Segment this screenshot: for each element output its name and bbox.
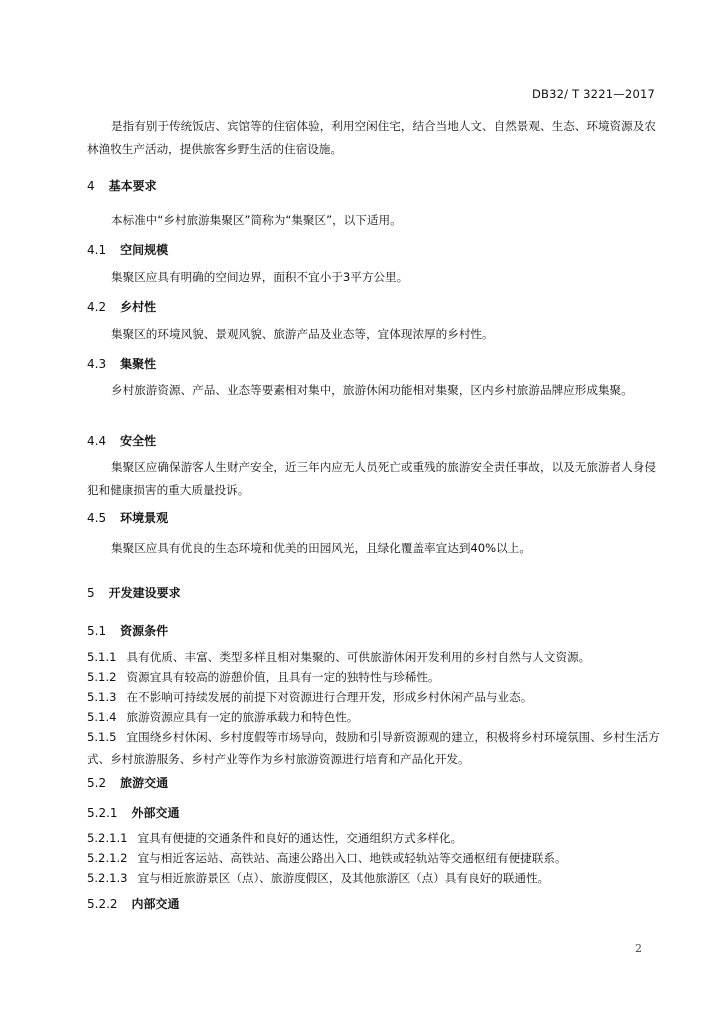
section-title: 开发建设要求 — [108, 586, 181, 600]
subsection-title: 安全性 — [120, 434, 157, 448]
intro-paragraph: 是指有别于传统饭店、宾馆等的住宿体验，利用空闲住宅，结合当地人文、自然景观、生态、环境资源及农林渔牧生产活动，提供旅客乡野生活的住宿设施。 — [87, 119, 656, 156]
clause-5-2-1-1 — [87, 827, 662, 849]
clause-text: 宜具有便捷的交通条件和良好的通达性，交通组织方式多样化。 — [137, 831, 463, 845]
section-number: 4 — [87, 179, 95, 193]
subsection-number: 5.2 — [87, 776, 107, 790]
clause-number: 5.2.1.2 — [87, 851, 128, 865]
section-title: 基本要求 — [108, 179, 157, 193]
clause-text: 在不影响可持续发展的前提下对资源进行合理开发，形成乡村休闲产品与业态。 — [126, 690, 533, 704]
subsection-title: 内部交通 — [131, 897, 180, 911]
subsection-number: 5.2.1 — [87, 806, 118, 820]
clause-5-1-2 — [87, 666, 662, 688]
standard-code: DB32/ T 3221—2017 — [531, 87, 655, 101]
clause-5-2-1-3 — [87, 867, 662, 889]
clause-text: 资源宜具有较高的游憩价值，且具有一定的独特性与珍稀性。 — [126, 670, 440, 684]
subsection-4-4-heading — [87, 432, 156, 449]
subsection-title: 乡村性 — [120, 300, 157, 314]
subsection-number: 5.2.2 — [87, 897, 118, 911]
subsection-4-1-text: 集聚区应具有明确的空间边界，面积不宜小于3平方公里。 — [111, 270, 409, 284]
subsection-4-5-text: 集聚区应具有优良的生态环境和优美的田园风光，且绿化覆盖率宜达到40%以上。 — [111, 541, 531, 555]
clause-5-1-1 — [87, 646, 662, 668]
subsection-5-1-heading — [87, 622, 168, 639]
clause-number: 5.1.3 — [87, 690, 117, 704]
subsection-number: 4.5 — [87, 511, 107, 525]
section-number: 5 — [87, 586, 95, 600]
clause-number: 5.1.4 — [87, 710, 117, 724]
clause-number: 5.2.1.1 — [87, 831, 128, 845]
subsection-number: 4.4 — [87, 434, 107, 448]
clause-text: 宜围绕乡村休闲、乡村度假等市场导向，鼓励和引导新资源观的建立，积极将乡村环境氛围、乡村生活方式、乡村旅游服务、乡村产业等作为乡村旅游资源进行培育和产品化开发。 — [87, 730, 660, 766]
subsection-number: 4.3 — [87, 357, 107, 371]
clause-number: 5.2.1.3 — [87, 871, 128, 885]
subsection-5-2-2-heading — [87, 895, 180, 912]
subsection-number: 4.2 — [87, 300, 107, 314]
subsection-4-5-heading — [87, 509, 168, 526]
subsection-5-2-heading — [87, 774, 168, 791]
subsection-4-4-text: 集聚区应确保游客人生财产安全，近三年内应无人员死亡或重残的旅游安全责任事故，以及无旅游者人身侵犯和健康损害的重大质量投诉。 — [87, 460, 656, 497]
clause-5-1-4 — [87, 706, 662, 728]
subsection-title: 空间规模 — [120, 243, 169, 257]
section-4-heading — [87, 177, 157, 194]
subsection-5-2-1-heading — [87, 804, 180, 821]
clause-number: 5.1.2 — [87, 670, 117, 684]
page-number: 2 — [635, 942, 642, 955]
subsection-title: 旅游交通 — [120, 776, 169, 790]
subsection-title: 集聚性 — [120, 357, 157, 371]
subsection-4-3-heading — [87, 355, 156, 372]
subsection-4-1-heading — [87, 241, 168, 258]
clause-5-2-1-2 — [87, 847, 662, 869]
section-4-intro: 本标准中“乡村旅游集聚区”简称为“集聚区”，以下适用。 — [111, 213, 402, 227]
subsection-title: 环境景观 — [120, 511, 169, 525]
clause-text: 宜与相近客运站、高铁站、高速公路出入口、地铁或轻轨站等交通枢纽有便捷联系。 — [137, 851, 567, 865]
subsection-number: 5.1 — [87, 624, 107, 638]
clause-number: 5.1.1 — [87, 650, 117, 664]
clause-text: 具有优质、丰富、类型多样且相对集聚的、可供旅游休闲开发利用的乡村自然与人文资源。 — [126, 650, 591, 664]
subsection-title: 资源条件 — [120, 624, 169, 638]
clause-number: 5.1.5 — [87, 730, 117, 744]
subsection-4-3-text: 乡村旅游资源、产品、业态等要素相对集中，旅游休闲功能相对集聚，区内乡村旅游品牌应形成集聚。 — [111, 383, 633, 397]
clause-text: 宜与相近旅游景区（点）、旅游度假区，及其他旅游区（点）具有良好的联通性。 — [137, 871, 550, 885]
subsection-4-2-text: 集聚区的环境风貌、景观风貌、旅游产品及业态等，宜体现浓厚的乡村性。 — [111, 327, 494, 341]
subsection-number: 4.1 — [87, 243, 107, 257]
clause-5-1-5 — [87, 726, 662, 770]
subsection-title: 外部交通 — [131, 806, 180, 820]
clause-text: 旅游资源应具有一定的旅游承载力和特色性。 — [126, 710, 359, 724]
clause-5-1-3 — [87, 686, 662, 708]
subsection-4-2-heading — [87, 298, 156, 315]
section-5-heading — [87, 584, 181, 601]
